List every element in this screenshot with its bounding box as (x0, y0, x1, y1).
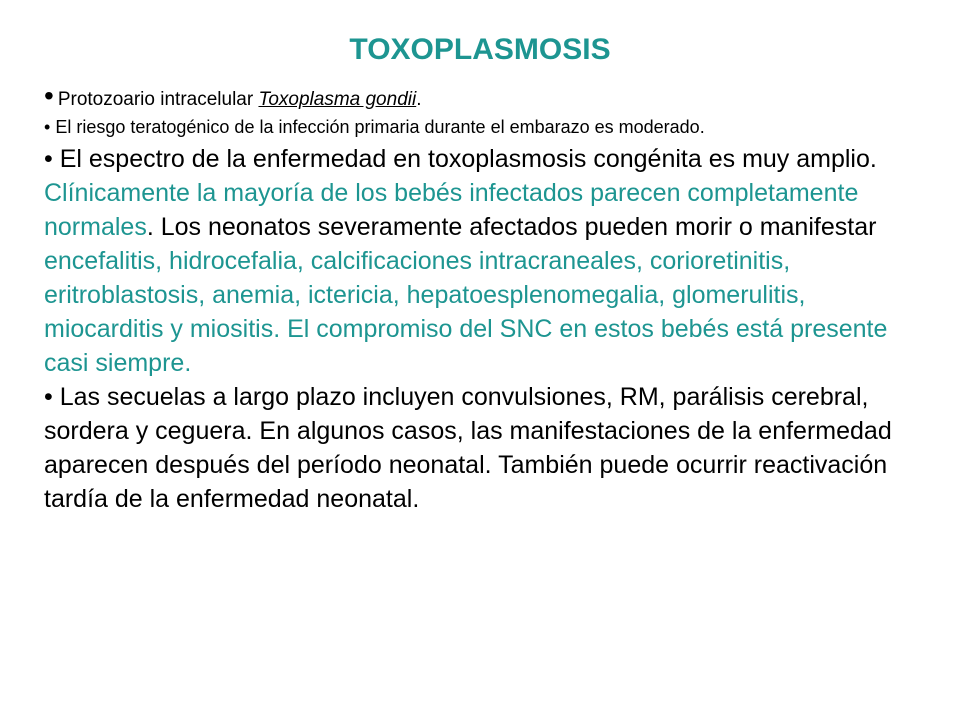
slide-title: TOXOPLASMOSIS (349, 33, 611, 66)
bullet-marker: • (44, 145, 53, 173)
bullet-marker: • (44, 80, 54, 111)
bullet-2 (44, 114, 920, 140)
bullet-1-text-after: . (416, 89, 422, 110)
bullet-3-highlight-manifestations: encefalitis, hidrocefalia, calcificaciones intracraneales, corioretinitis, eritroblastosis, anemia, ictericia, hepatoesplenomegalia, glomerulitis, miocarditis y miositis. El compromiso del SNC en estos bebés está presente casi siempre. (44, 247, 888, 377)
slide-body (44, 80, 920, 516)
species-name: Toxoplasma gondii (258, 89, 417, 110)
bullet-4 (44, 380, 920, 516)
bullet-marker: • (44, 383, 53, 411)
bullet-3-text-part3: . Los neonatos severamente afectados pueden morir o manifestar (146, 213, 877, 241)
bullet-4-text: Las secuelas a largo plazo incluyen convulsiones, RM, parálisis cerebral, sordera y ceguera. En algunos casos, las manifestaciones de la enfermedad aparecen después del período neonatal. También puede ocurrir reactivación tardía de la enfermedad neonatal. (44, 383, 892, 513)
bullet-marker: • (44, 117, 51, 137)
bullet-1 (44, 80, 920, 112)
bullet-2-text: El riesgo teratogénico de la infección primaria durante el embarazo es moderado. (55, 117, 705, 137)
bullet-3-text-part1: El espectro de la enfermedad en toxoplasmosis congénita es muy amplio. (59, 145, 877, 173)
bullet-3-highlight-normal-babies: Clínicamente la mayoría de los bebés infectados parecen completamente normales (44, 179, 859, 241)
bullet-1-text-before: Protozoario intracelular (57, 89, 259, 110)
bullet-3 (44, 142, 920, 380)
